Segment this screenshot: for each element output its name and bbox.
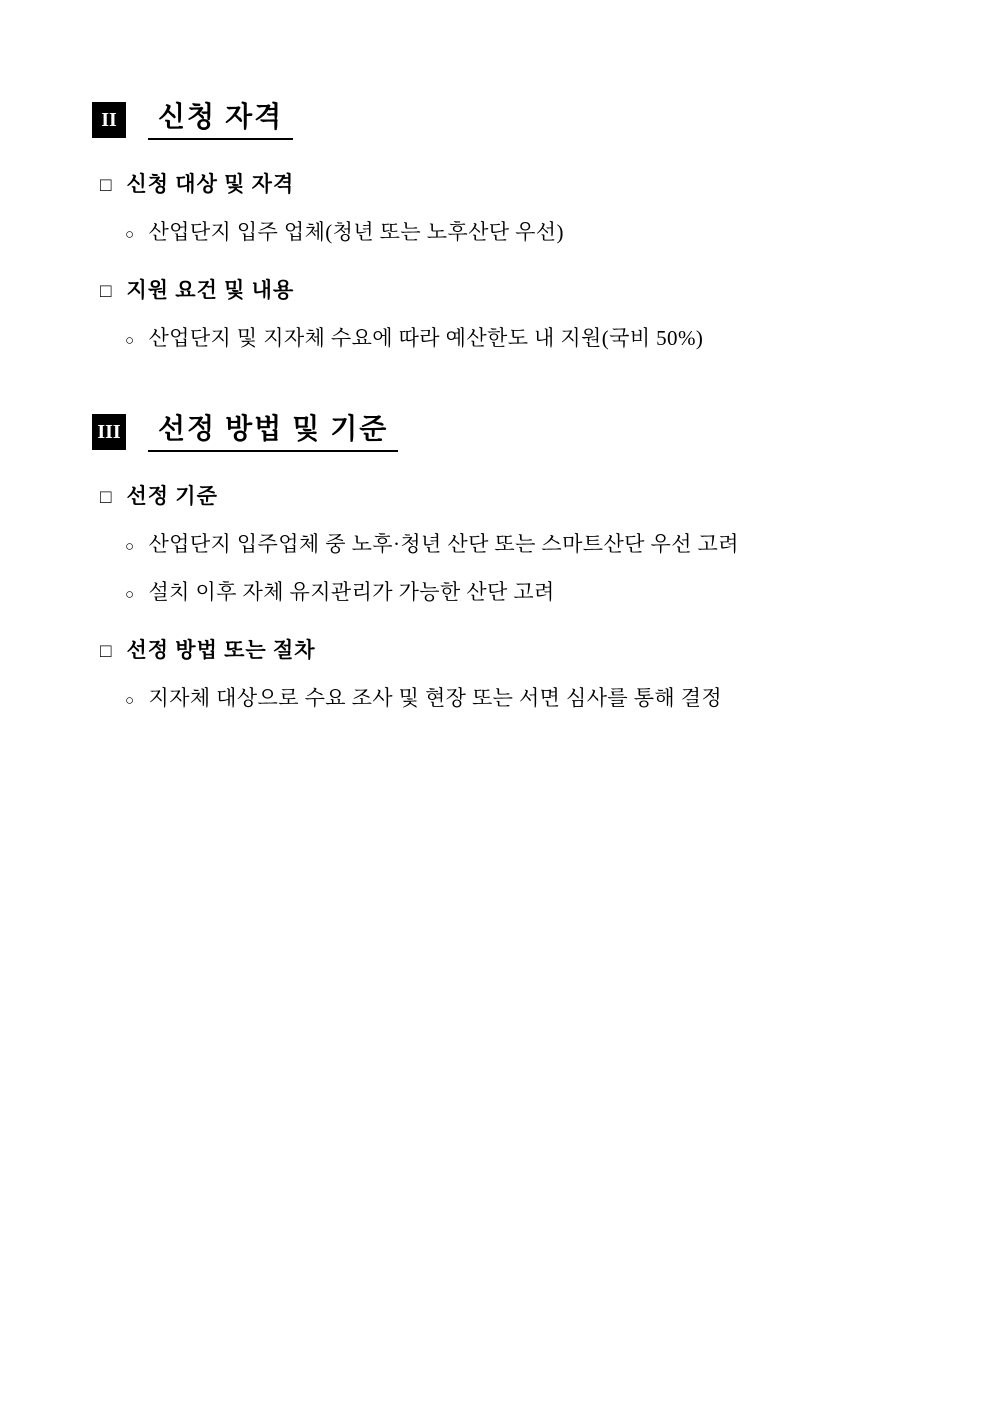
circle-marker-icon: ○ — [125, 693, 135, 709]
section-title: 선정 방법 및 기준 — [148, 412, 398, 452]
section-number-badge: II — [92, 102, 126, 138]
list-item — [125, 322, 922, 352]
sub-heading-label: 선정 방법 또는 절차 — [126, 638, 316, 662]
sub-block — [70, 168, 922, 246]
section-number-badge: III — [92, 414, 126, 450]
sub-heading — [100, 274, 922, 304]
list-item-text: 설치 이후 자체 유지관리가 가능한 산단 고려 — [148, 580, 555, 604]
sub-heading — [100, 480, 922, 510]
list-item-text: 지자체 대상으로 수요 조사 및 현장 또는 서면 심사를 통해 결정 — [148, 686, 723, 710]
sub-heading-label: 신청 대상 및 자격 — [126, 172, 295, 196]
sub-heading — [100, 168, 922, 198]
list-item — [125, 576, 922, 606]
section-header — [92, 412, 922, 452]
square-marker-icon: □ — [100, 641, 113, 662]
list-item — [125, 216, 922, 246]
square-marker-icon: □ — [100, 487, 113, 508]
sub-block — [70, 274, 922, 352]
list-item-text: 산업단지 및 지자체 수요에 따라 예산한도 내 지원(국비 50%) — [148, 326, 704, 350]
section-신청자격 — [70, 100, 922, 352]
section-title: 신청 자격 — [148, 100, 293, 140]
list-item-text: 산업단지 입주업체 중 노후·청년 산단 또는 스마트산단 우선 고려 — [148, 532, 739, 556]
square-marker-icon: □ — [100, 175, 113, 196]
sub-block — [70, 480, 922, 606]
sub-block — [70, 634, 922, 712]
circle-marker-icon: ○ — [125, 587, 135, 603]
section-header — [92, 100, 922, 140]
sub-heading-label: 지원 요건 및 내용 — [126, 278, 295, 302]
square-marker-icon: □ — [100, 281, 113, 302]
list-item-text: 산업단지 입주 업체(청년 또는 노후산단 우선) — [148, 220, 564, 244]
section-선정방법및기준 — [70, 412, 922, 712]
circle-marker-icon: ○ — [125, 333, 135, 349]
circle-marker-icon: ○ — [125, 539, 135, 555]
list-item — [125, 528, 922, 558]
list-item — [125, 682, 922, 712]
sub-heading-label: 선정 기준 — [126, 484, 218, 508]
circle-marker-icon: ○ — [125, 227, 135, 243]
sub-heading — [100, 634, 922, 664]
